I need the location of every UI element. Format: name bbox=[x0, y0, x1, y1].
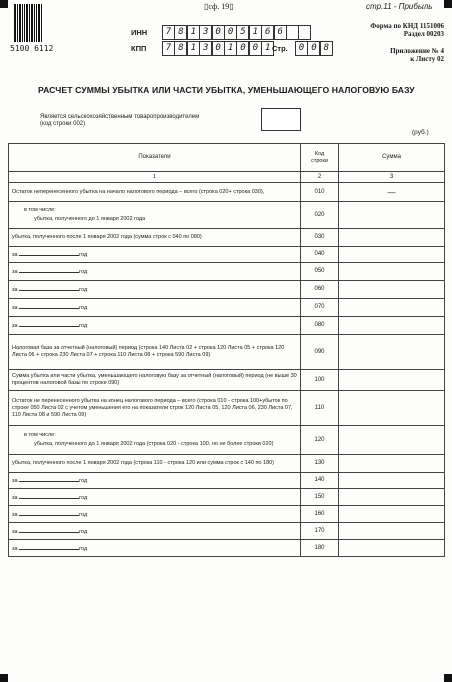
header-code-line1: Код bbox=[314, 150, 325, 157]
row-label bbox=[9, 370, 301, 391]
row-code: 160 bbox=[301, 506, 339, 523]
table-row-080 bbox=[9, 317, 445, 335]
agri-line1: Является сельскохозяйственным товаропроизводителем bbox=[40, 114, 200, 120]
row-subtext: убытка, полученного до 1 января 2002 года bbox=[34, 216, 146, 222]
row-label bbox=[9, 455, 301, 473]
kpp-label: КПП bbox=[131, 44, 147, 53]
row-amount-field[interactable] bbox=[339, 299, 445, 317]
table-header-row bbox=[9, 144, 445, 172]
row-year-prefix: за bbox=[12, 478, 18, 484]
table-row-160 bbox=[9, 506, 445, 523]
table-row-060 bbox=[9, 281, 445, 299]
row-code: 010 bbox=[301, 183, 339, 202]
inn-digit-cell[interactable]: 8 bbox=[174, 25, 187, 40]
year-input-line[interactable] bbox=[19, 321, 79, 327]
appendix-sheet: к Листу 02 bbox=[410, 55, 444, 63]
row-year-prefix: за bbox=[12, 305, 18, 311]
kpp-digit-cell[interactable]: 0 bbox=[236, 41, 249, 56]
row-year-prefix: за bbox=[12, 545, 18, 552]
row-year-prefix: за bbox=[12, 511, 18, 518]
kpp-digit-cell[interactable]: 8 bbox=[174, 41, 187, 56]
inn-digit-cell[interactable]: 3 bbox=[199, 25, 212, 40]
year-input-line[interactable] bbox=[19, 544, 79, 550]
kpp-digit-cell[interactable]: 1 bbox=[261, 41, 274, 56]
row-code: 020 bbox=[301, 202, 339, 229]
inn-digit-cell[interactable] bbox=[286, 25, 299, 40]
row-label bbox=[9, 229, 301, 247]
row-amount-field[interactable] bbox=[339, 335, 445, 370]
table-row-020 bbox=[9, 202, 445, 229]
corner-mark-bottom-right bbox=[444, 674, 452, 682]
row-subtext: убытка, полученного до 1 января 2002 года (строка 020 - строка 100, но не более строки 020) bbox=[34, 441, 274, 447]
row-code: 130 bbox=[301, 455, 339, 473]
inn-label: ИНН bbox=[131, 28, 148, 37]
row-label bbox=[9, 489, 301, 506]
col-num-1: 1 bbox=[9, 172, 301, 183]
handwritten-page-note: стр.11 - Прибыль bbox=[366, 2, 433, 11]
page-title: РАСЧЕТ СУММЫ УБЫТКА ИЛИ ЧАСТИ УБЫТКА, УМЕНЬШАЮЩЕГО НАЛОГОВУЮ БАЗУ bbox=[38, 85, 415, 95]
row-year-suffix: год bbox=[79, 269, 88, 275]
inn-cells[interactable] bbox=[162, 25, 311, 40]
agri-producer-label bbox=[40, 114, 199, 128]
row-amount-field[interactable] bbox=[339, 247, 445, 263]
row-text: Остаток не перенесенного убытка на конец налогового периода – всего (строка 010 - строка 100+убыток по строке 050 Листа 02 с учетом уменьшения его на показатели строк 120 Листа 05, 120 Листа 06, 230 Листа 07, 110 Листа 08 и 590 Листа 09) bbox=[12, 397, 293, 418]
row-code: 090 bbox=[301, 335, 339, 370]
row-year-prefix: за bbox=[12, 269, 18, 275]
year-input-line[interactable] bbox=[19, 267, 79, 273]
corner-mark-top-left bbox=[0, 0, 8, 8]
row-amount-field[interactable] bbox=[339, 370, 445, 391]
row-text: в том числе: bbox=[24, 432, 56, 438]
row-year-prefix: за bbox=[12, 494, 18, 501]
row-label bbox=[9, 247, 301, 263]
row-amount-field[interactable] bbox=[339, 281, 445, 299]
header-amount: Сумма bbox=[339, 144, 445, 172]
row-label bbox=[9, 202, 301, 229]
row-amount-field[interactable] bbox=[339, 317, 445, 335]
agri-line2: (код строки 002) bbox=[40, 121, 86, 127]
header-code-line2: строки bbox=[311, 157, 328, 164]
inn-digit-cell[interactable] bbox=[298, 25, 311, 40]
row-code: 120 bbox=[301, 426, 339, 455]
row-year-suffix: год bbox=[79, 494, 88, 501]
col-num-3: 3 bbox=[339, 172, 445, 183]
row-label bbox=[9, 263, 301, 281]
row-code: 040 bbox=[301, 247, 339, 263]
row-code: 060 bbox=[301, 281, 339, 299]
form-knd: Форма по КНД 1151006 bbox=[370, 22, 444, 30]
table-row-180 bbox=[9, 540, 445, 557]
table-row-140 bbox=[9, 473, 445, 489]
year-input-line[interactable] bbox=[19, 510, 79, 516]
row-amount-field[interactable]: — bbox=[339, 183, 445, 202]
row-code: 100 bbox=[301, 370, 339, 391]
table-row-100 bbox=[9, 370, 445, 391]
row-label bbox=[9, 317, 301, 335]
table-numbering-row bbox=[9, 172, 445, 183]
row-year-prefix: за bbox=[12, 287, 18, 293]
row-label bbox=[9, 506, 301, 523]
inn-digit-cell[interactable]: 0 bbox=[212, 25, 225, 40]
inn-digit-cell[interactable]: 1 bbox=[187, 25, 200, 40]
kpp-digit-cell[interactable]: 1 bbox=[224, 41, 237, 56]
form-section: Раздел 00203 bbox=[403, 30, 444, 38]
page-marker: ▯сф. 19▯ bbox=[204, 2, 234, 11]
units-label: (руб.) bbox=[412, 129, 429, 136]
col-num-2: 2 bbox=[301, 172, 339, 183]
kpp-digit-cell[interactable]: 0 bbox=[212, 41, 225, 56]
row-label bbox=[9, 299, 301, 317]
row-text: убытка, полученного после 1 января 2002 года (сумма строк с 040 по 080) bbox=[12, 234, 202, 240]
row-year-suffix: год bbox=[79, 323, 88, 329]
kpp-cells[interactable] bbox=[162, 41, 274, 56]
row-text: Сумма убытка или части убытка, уменьшающего налоговую базу за отчетный (налоговый) период (не выше 30 процентов налоговой базы по строке 090) bbox=[12, 373, 297, 386]
inn-digit-cell[interactable]: 6 bbox=[274, 25, 287, 40]
year-input-line[interactable] bbox=[19, 285, 79, 291]
row-amount-field[interactable] bbox=[339, 202, 445, 229]
barcode-number: 5100 6112 bbox=[10, 44, 54, 53]
row-year-suffix: год bbox=[79, 478, 88, 484]
loss-calculation-table bbox=[8, 143, 445, 557]
inn-digit-cell[interactable]: 7 bbox=[162, 25, 175, 40]
row-label bbox=[9, 281, 301, 299]
kpp-digit-cell[interactable]: 3 bbox=[199, 41, 212, 56]
row-amount-field[interactable] bbox=[339, 426, 445, 455]
table-row-040 bbox=[9, 247, 445, 263]
kpp-digit-cell[interactable]: 1 bbox=[187, 41, 200, 56]
row-label bbox=[9, 391, 301, 426]
row-year-suffix: год bbox=[79, 305, 88, 311]
row-amount-field[interactable] bbox=[339, 229, 445, 247]
row-year-prefix: за bbox=[12, 323, 18, 329]
year-input-line[interactable] bbox=[19, 493, 79, 499]
row-code: 180 bbox=[301, 540, 339, 557]
row-amount-field[interactable] bbox=[339, 489, 445, 506]
row-year-suffix: год bbox=[79, 287, 88, 293]
page-number-cells[interactable] bbox=[295, 41, 332, 56]
row-year-prefix: за bbox=[12, 252, 18, 258]
table-row-150 bbox=[9, 489, 445, 506]
table-row-110 bbox=[9, 391, 445, 426]
row-code: 050 bbox=[301, 263, 339, 281]
row-label bbox=[9, 540, 301, 557]
corner-mark-bottom-left bbox=[0, 674, 8, 682]
row-text: убытка, полученного после 1 января 2002 года (строка 110 - строка 120 или сумма строк с 140 по 180) bbox=[12, 460, 275, 466]
appendix-number: Приложение № 4 bbox=[390, 47, 444, 55]
row-code: 110 bbox=[301, 391, 339, 426]
row-text: Остаток неперенесенного убытка на начало налогового периода – всего (строка 020+ строка 030), bbox=[12, 188, 265, 195]
row-code: 170 bbox=[301, 523, 339, 540]
row-text: в том числе: bbox=[24, 207, 56, 213]
table-row-070 bbox=[9, 299, 445, 317]
inn-digit-cell[interactable]: 0 bbox=[224, 25, 237, 40]
table-row-010 bbox=[9, 183, 445, 202]
page-digit-cell[interactable]: 8 bbox=[320, 41, 333, 56]
inn-digit-cell[interactable]: 5 bbox=[236, 25, 249, 40]
table-row-090 bbox=[9, 335, 445, 370]
table-row-130 bbox=[9, 455, 445, 473]
corner-mark-top-right bbox=[444, 0, 452, 8]
row-year-suffix: год bbox=[79, 545, 88, 552]
table-row-050 bbox=[9, 263, 445, 281]
row-label bbox=[9, 335, 301, 370]
year-input-line[interactable] bbox=[19, 303, 79, 309]
row-text: Налоговая база за отчетный (налоговый) период (строка 140 Листа 02 + строка 120 Листа 05 + строка 120 Листа 06 + строка 230 Листа 07 + строка 110 Листа 08 + строка 590 Листа 09) bbox=[12, 345, 285, 358]
kpp-digit-cell[interactable]: 7 bbox=[162, 41, 175, 56]
page-digit-cell[interactable]: 0 bbox=[295, 41, 308, 56]
agri-producer-field[interactable] bbox=[261, 108, 301, 131]
year-input-line[interactable] bbox=[19, 476, 79, 482]
row-year-prefix: за bbox=[12, 528, 18, 535]
header-line-code bbox=[301, 144, 339, 172]
row-code: 070 bbox=[301, 299, 339, 317]
row-code: 150 bbox=[301, 489, 339, 506]
row-code: 140 bbox=[301, 473, 339, 489]
page-digit-cell[interactable]: 0 bbox=[307, 41, 320, 56]
inn-digit-cell[interactable]: 1 bbox=[249, 25, 262, 40]
year-input-line[interactable] bbox=[19, 527, 79, 533]
row-code: 080 bbox=[301, 317, 339, 335]
row-year-suffix: год bbox=[79, 252, 88, 258]
row-year-suffix: год bbox=[79, 511, 88, 518]
row-label bbox=[9, 523, 301, 540]
row-amount-field[interactable] bbox=[339, 473, 445, 489]
row-amount-field[interactable] bbox=[339, 391, 445, 426]
inn-digit-cell[interactable]: 6 bbox=[261, 25, 274, 40]
row-amount-field[interactable] bbox=[339, 540, 445, 557]
row-amount-field[interactable] bbox=[339, 506, 445, 523]
row-amount-field[interactable] bbox=[339, 455, 445, 473]
row-label bbox=[9, 473, 301, 489]
row-year-suffix: год bbox=[79, 528, 88, 535]
row-amount-field[interactable] bbox=[339, 263, 445, 281]
row-label bbox=[9, 426, 301, 455]
form-info bbox=[370, 22, 444, 63]
year-input-line[interactable] bbox=[19, 250, 79, 256]
row-label bbox=[9, 183, 301, 202]
row-amount-field[interactable] bbox=[339, 523, 445, 540]
header-indicators: Показатели bbox=[9, 144, 301, 172]
page-number-label: Стр. bbox=[272, 44, 288, 53]
barcode-icon bbox=[14, 4, 44, 42]
table-row-170 bbox=[9, 523, 445, 540]
row-code: 030 bbox=[301, 229, 339, 247]
table-row-120 bbox=[9, 426, 445, 455]
table-row-030 bbox=[9, 229, 445, 247]
kpp-digit-cell[interactable]: 0 bbox=[249, 41, 262, 56]
